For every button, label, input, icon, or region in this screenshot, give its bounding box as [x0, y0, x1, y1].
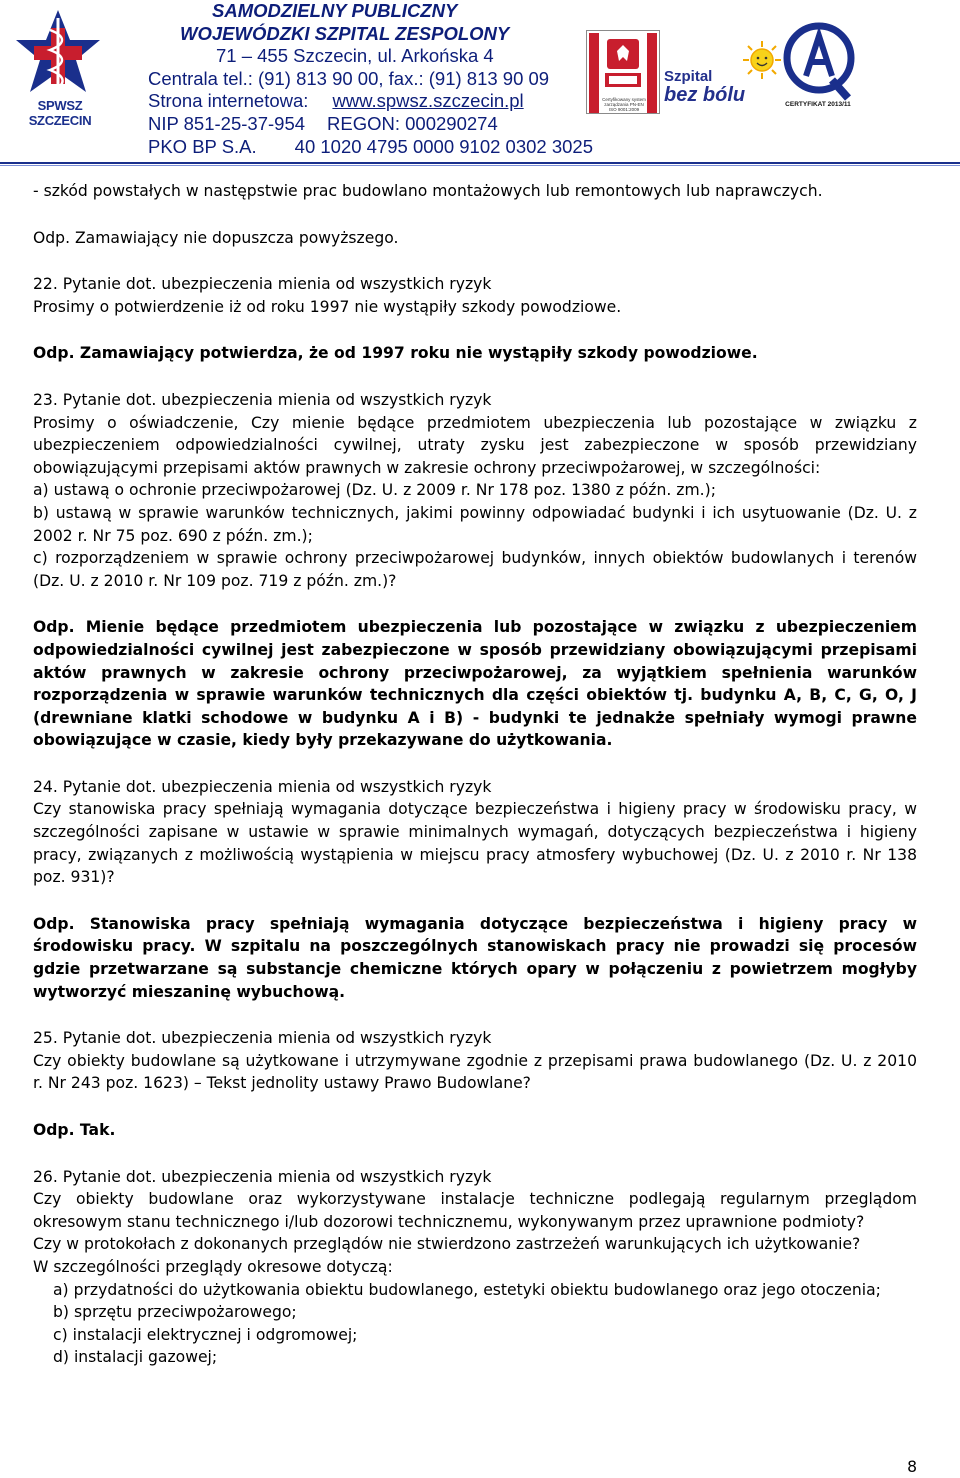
question-25-text: Czy obiekty budowlane są użytkowane i utrzymywane zgodnie z przepisami prawa budowlanego (Dz. U. z 2010 r. Nr 243 poz. 1623) – Tekst jednolity ustawy Prawo Budowlane?: [33, 1051, 917, 1093]
question-26-item: d) instalacji gazowej;: [53, 1348, 218, 1367]
header-divider-thin: [0, 165, 960, 166]
cert-side-left: [589, 33, 599, 113]
answer-prev: Odp. Zamawiający nie dopuszcza powyższego.: [33, 228, 399, 247]
question-26-text-1: Czy obiekty budowlane oraz wykorzystywane instalacje techniczne podlegają regularnym przeglądom okresowym stanu technicznego i/lub dozorowi technicznemu, wykonywanym przez uprawnione podmioty?: [33, 1190, 917, 1231]
answer-25: Odp. Tak.: [33, 1121, 116, 1139]
website-link[interactable]: www.spwsz.szczecin.pl: [332, 90, 524, 112]
certificate-number: CERTYFIKAT 2013/11: [785, 101, 851, 108]
bank-line: [148, 136, 598, 159]
phone-line: Centrala tel.: (91) 813 90 00, fax.: (91) 813 90 09: [148, 67, 550, 89]
letterhead: [0, 0, 960, 162]
website-line: [148, 90, 598, 113]
question-26-title: 26. Pytanie dot. ubezpieczenia mienia od wszystkich ryzyk: [33, 1167, 492, 1186]
hospital-address-block: [148, 0, 598, 158]
answer-23: Odp. Mienie będące przedmiotem ubezpieczenia lub pozostające w związku z ubezpieczeniem odpowiedzialności cywilnej jest zabezpieczone w sposób przewidziany obowiązującymi przepisami aktów prawnych w zakresie ochrony przeciwpożarowej, za wyjątkiem spełnienia warunków rozporządzenia w sprawie warunków technicznych dla części obiektów tj. budynku A, B, C, G, O, J (drewniane klatki schodowe w budynku A i B) - budynki te jednakże spełniały wymogi prawne obowiązujące w czasie, kiedy były przekazywane do użytkowania.: [33, 618, 917, 750]
question-22-title: 22. Pytanie dot. ubezpieczenia mienia od wszystkich ryzyk: [33, 275, 492, 294]
paragraph-damages: - szkód powstałych w następstwie prac budowlano montażowych lub remontowych lub naprawczych.: [33, 182, 823, 200]
cert-caption: Certyfikowany system zarządzania PN-EN ISO 9001:2009: [602, 97, 646, 112]
tax-id-line: [148, 113, 598, 136]
question-23-title: 23. Pytanie dot. ubezpieczenia mienia od wszystkich ryzyk: [33, 390, 492, 409]
nip-text: NIP 851-25-37-954: [148, 112, 306, 134]
question-23-item-a: a) ustawą o ochronie przeciwpożarowej (Dz. U. z 2009 r. Nr 178 poz. 1380 z późn. zm.);: [33, 481, 716, 500]
quality-q-logo: [782, 18, 856, 108]
bank-name: PKO BP S.A.: [148, 135, 257, 157]
regon-text: REGON: 000290274: [327, 112, 498, 134]
question-23-item-c: c) rozporządzeniem w sprawie ochrony przeciwpożarowej budynków, innych obiektów budowlanych i terenów (Dz. U. z 2010 r. Nr 109 poz. 719 z późn. zm.)?: [33, 549, 917, 590]
bezbolu-big-text: bez bólu: [664, 84, 746, 106]
question-22-text: Prosimy o potwierdzenie iż od roku 1997 nie wystąpiły szkody powodziowe.: [33, 297, 622, 316]
address-line: 71 – 455 Szczecin, ul. Arkońska 4: [216, 45, 494, 67]
cert-side-right: [647, 33, 657, 113]
question-26-item: a) przydatności do użytkowania obiektu budowlanego, estetyki obiektu budowlanego oraz jego otoczenia;: [53, 1280, 881, 1299]
question-24-title: 24. Pytanie dot. ubezpieczenia mienia od wszystkich ryzyk: [33, 777, 492, 796]
header-divider: [0, 162, 960, 164]
bezbolu-small-text: Szpital: [664, 68, 713, 85]
pcbc-certificate-badge: [586, 30, 660, 114]
logo-caption: SPWSZ SZCZECIN: [28, 98, 92, 128]
question-23-text: Prosimy o oświadczenie, Czy mienie będące przedmiotem ubezpieczenia lub pozostające w związku z ubezpieczeniem odpowiedzialności cywilnej, utraty zysku jest zabezpieczone w sposób przewidziany obowiązującymi przepisami aktów prawnych w zakresie ochrony przeciwpożarowej, w szczególności:: [33, 413, 917, 477]
page-number: 8: [907, 1458, 917, 1476]
question-26-text-2: Czy w protokołach z dokonanych przeglądów nie stwierdzono zastrzeżeń warunkujących ich użytkowanie?: [33, 1235, 861, 1254]
question-24-text: Czy stanowiska pracy spełniają wymagania dotyczące bezpieczeństwa i higieny pracy w środowisku pracy, w szczególności zapisane w ustawie w sprawie minimalnych wymagań, dotyczących bezpieczeństwa i higieny pracy, związanych z możliwością wystąpienia w miejscu pracy atmosfery wybuchowej (Dz. U. z 2010 r. Nr 138 poz. 931)?: [33, 800, 917, 887]
website-label: Strona internetowa:: [148, 90, 309, 112]
hospital-name-line1: SAMODZIELNY PUBLICZNY: [212, 0, 458, 21]
question-26-item: c) instalacji elektrycznej i odgromowej;: [53, 1325, 358, 1344]
bank-account: 40 1020 4795 0000 9102 0302 3025: [294, 135, 594, 157]
sun-icon: [742, 40, 782, 80]
answer-24: Odp. Stanowiska pracy spełniają wymagania dotyczące bezpieczeństwa i higieny pracy w środowisku pracy. W szpitalu na poszczególnych stanowiskach pracy nie prowadzi się procesów gdzie przetwarzane są substancje chemiczne których opary w połączeniu z powietrzem mogłyby wytworzyć mieszaninę wybuchową.: [33, 914, 917, 1001]
eagle-emblem-icon: [601, 37, 645, 93]
question-23-item-b: b) ustawą w sprawie warunków technicznych, jakimi powinny odpowiadać budynki i ich usytuowanie (Dz. U. z 2002 r. Nr 75 poz. 690 z późn. zm.);: [33, 503, 917, 545]
question-26-item: b) sprzętu przeciwpożarowego;: [53, 1303, 297, 1322]
document-body: [33, 180, 917, 1369]
answer-22: Odp. Zamawiający potwierdza, że od 1997 roku nie wystąpiły szkody powodziowe.: [33, 344, 758, 363]
hospital-name-line2: WOJEWÓDZKI SZPITAL ZESPOLONY: [180, 22, 510, 44]
question-26-text-3: W szczególności przeglądy okresowe dotyczą:: [33, 1257, 393, 1276]
szpital-bez-bolu-logo: [664, 40, 784, 110]
question-25-title: 25. Pytanie dot. ubezpieczenia mienia od wszystkich ryzyk: [33, 1029, 492, 1048]
